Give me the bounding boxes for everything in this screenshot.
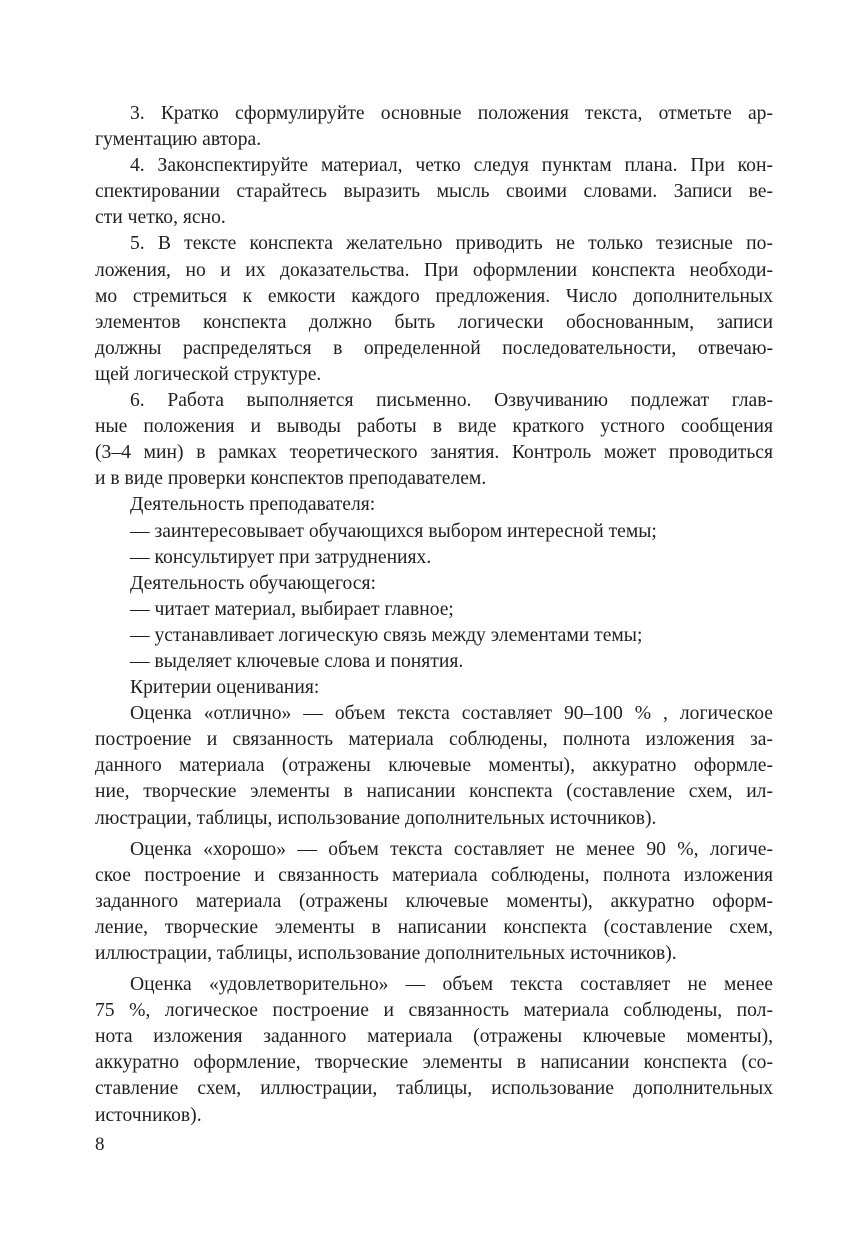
teacher-activity-heading: Деятельность преподавателя: bbox=[130, 494, 376, 516]
text-line: 4. Законспектируйте материал, четко следуя пунктам плана. При кон- bbox=[130, 155, 773, 177]
list-item: — читает материал, выбирает главное; bbox=[130, 598, 454, 620]
text-line: Оценка «отлично» — объем текста составляет 90–100 % , логическое bbox=[130, 703, 773, 725]
paragraph-item-4 bbox=[95, 153, 773, 231]
criteria-section bbox=[95, 675, 773, 1129]
student-activity-section bbox=[95, 571, 773, 675]
text-line: (3–4 мин) в рамках теоретического занятия. Контроль может проводиться bbox=[95, 442, 773, 464]
text-line: 3. Кратко сформулируйте основные положения текста, отметьте ар- bbox=[130, 103, 773, 124]
text-line: заданного материала (отражены ключевые моменты), аккуратно оформ- bbox=[95, 890, 773, 912]
list-item: — устанавливает логическую связь между элементами темы; bbox=[130, 624, 643, 646]
text-line: ское построение и связанность материала соблюдены, полнота изложения bbox=[95, 864, 773, 886]
text-line: 75 %, логическое построение и связанность материала соблюдены, пол- bbox=[95, 1000, 773, 1022]
text-line: построение и связанность материала соблюдены, полнота изложения за- bbox=[95, 729, 773, 751]
list-item: — заинтересовывает обучающихся выбором интересной темы; bbox=[130, 520, 657, 542]
text-line: должны распределяться в определенной последовательности, отвечаю- bbox=[95, 337, 773, 359]
teacher-activity-section bbox=[95, 492, 773, 570]
text-line: ние, творческие элементы в написании конспекта (составление схем, ил- bbox=[95, 781, 773, 803]
text-line: ные положения и выводы работы в виде краткого устного сообщения bbox=[95, 416, 773, 438]
paragraph-item-3 bbox=[95, 101, 773, 153]
text-line: источников). bbox=[95, 1104, 202, 1126]
text-line: 5. В тексте конспекта желательно приводить не только тезисные по- bbox=[130, 233, 773, 255]
text-line: спектировании старайтесь выразить мысль своими словами. Записи ве- bbox=[95, 181, 773, 203]
page-number: 8 bbox=[95, 1134, 105, 1155]
list-item: — консультирует при затруднениях. bbox=[130, 546, 432, 568]
text-line: 6. Работа выполняется письменно. Озвучиванию подлежат глав- bbox=[130, 390, 773, 412]
paragraph-item-5 bbox=[95, 231, 773, 388]
text-line: данного материала (отражены ключевые моменты), аккуратно оформле- bbox=[95, 755, 773, 777]
text-line: Оценка «хорошо» — объем текста составляет не менее 90 %, логиче- bbox=[130, 838, 773, 860]
text-line: щей логической структуре. bbox=[95, 363, 322, 385]
text-line: иллюстрации, таблицы, использование дополнительных источников). bbox=[95, 943, 677, 964]
text-line: Оценка «удовлетворительно» — объем текста составляет не менее bbox=[130, 974, 773, 996]
grade-satisfactory bbox=[95, 972, 773, 1129]
grade-excellent bbox=[95, 701, 773, 831]
grade-good bbox=[95, 837, 773, 967]
student-activity-heading: Деятельность обучающегося: bbox=[130, 572, 376, 594]
text-line: люстрации, таблицы, использование дополнительных источников). bbox=[95, 807, 657, 829]
text-line: элементов конспекта должно быть логически обоснованным, записи bbox=[95, 311, 773, 333]
text-line: ление, творческие элементы в написании конспекта (составление схем, bbox=[95, 916, 773, 938]
paragraph-item-6 bbox=[95, 388, 773, 492]
text-line: аккуратно оформление, творческие элементы в написании конспекта (со- bbox=[95, 1052, 773, 1074]
text-line: гументацию автора. bbox=[95, 129, 262, 151]
list-item: — выделяет ключевые слова и понятия. bbox=[130, 650, 464, 672]
text-line: ложения, но и их доказательства. При оформлении конспекта необходи- bbox=[95, 259, 773, 281]
criteria-heading: Критерии оценивания: bbox=[130, 677, 320, 699]
page-body bbox=[95, 101, 773, 1129]
text-line: сти четко, ясно. bbox=[95, 207, 226, 229]
text-line: нота изложения заданного материала (отражены ключевые моменты), bbox=[95, 1026, 773, 1048]
text-line: и в виде проверки конспектов преподавателем. bbox=[95, 468, 487, 490]
text-line: ставление схем, иллюстрации, таблицы, использование дополнительных bbox=[95, 1078, 773, 1100]
text-line: мо стремиться к емкости каждого предложения. Число дополнительных bbox=[95, 285, 773, 307]
